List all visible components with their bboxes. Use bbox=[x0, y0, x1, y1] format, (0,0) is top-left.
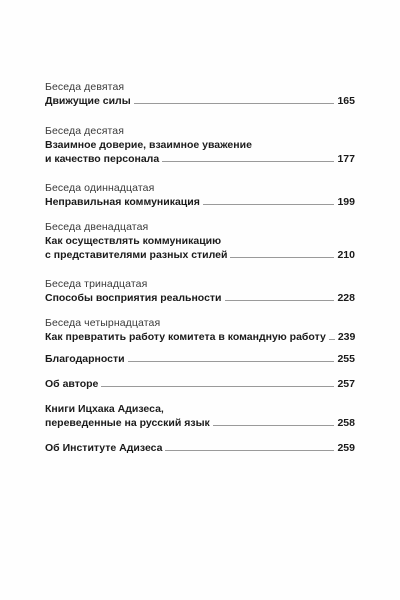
toc-entry-label: Беседа девятая bbox=[45, 81, 125, 93]
toc-entry-title-line bbox=[45, 291, 355, 305]
toc-entry-acknowledgements[interactable] bbox=[45, 352, 355, 366]
dot-leader bbox=[203, 203, 335, 205]
toc-entry-label: Беседа одиннадцатая bbox=[45, 182, 155, 194]
toc-entry-title-line bbox=[45, 330, 355, 344]
dot-leader bbox=[230, 256, 334, 258]
toc-entry-title-line bbox=[45, 152, 355, 166]
toc-entry-title-continued: и качество персонала bbox=[45, 153, 160, 165]
toc-entry-title: Как осуществлять коммуникацию bbox=[45, 235, 222, 247]
toc-entry-title-continued: с представителями разных стилей bbox=[45, 249, 228, 261]
toc-entry-title: Неправильная коммуникация bbox=[45, 196, 200, 208]
dot-leader bbox=[101, 385, 334, 387]
toc-entry-about-author[interactable] bbox=[45, 377, 355, 391]
dot-leader bbox=[165, 449, 334, 451]
toc-page-number: 177 bbox=[337, 153, 355, 165]
toc-page-number: 199 bbox=[337, 196, 355, 208]
toc-entry-title-line bbox=[45, 195, 355, 209]
toc-entry-books-in-russian[interactable] bbox=[45, 402, 355, 430]
toc-page-number: 228 bbox=[337, 292, 355, 304]
toc-entry-label: Беседа десятая bbox=[45, 125, 124, 137]
dot-leader bbox=[128, 360, 335, 362]
toc-page-number: 258 bbox=[337, 417, 355, 429]
toc-entry-label: Беседа четырнадцатая bbox=[45, 317, 161, 329]
toc-entry-ninth[interactable] bbox=[45, 80, 355, 108]
toc-entry-about-institute[interactable] bbox=[45, 441, 355, 455]
toc-entry-label: Беседа тринадцатая bbox=[45, 278, 148, 290]
toc-entry-title-line bbox=[45, 377, 355, 391]
toc-entry-tenth[interactable] bbox=[45, 124, 355, 166]
toc-entry-title: Об Институте Адизеса bbox=[45, 442, 163, 454]
toc-entry-title: Об авторе bbox=[45, 378, 99, 390]
toc-entry-title-line bbox=[45, 248, 355, 262]
toc-page-number: 165 bbox=[337, 95, 355, 107]
dot-leader bbox=[134, 102, 335, 104]
toc-entry-title: Способы восприятия реальности bbox=[45, 292, 222, 304]
toc-entry-title: Движущие силы bbox=[45, 95, 131, 107]
toc-page-number: 259 bbox=[337, 442, 355, 454]
toc-page-number: 210 bbox=[337, 249, 355, 261]
toc-entry-title: Благодарности bbox=[45, 353, 125, 365]
toc-page-number: 239 bbox=[337, 331, 356, 343]
toc-entry-thirteenth[interactable] bbox=[45, 277, 355, 305]
toc-entry-label: Беседа двенадцатая bbox=[45, 221, 149, 233]
toc-entry-eleventh[interactable] bbox=[45, 181, 355, 209]
toc-entry-fourteenth[interactable] bbox=[45, 316, 355, 344]
toc-entry-title-line bbox=[45, 352, 355, 366]
toc-entry-title-line bbox=[45, 441, 355, 455]
dot-leader bbox=[213, 424, 335, 426]
toc-entry-twelfth[interactable] bbox=[45, 220, 355, 262]
toc-entry-title: Как превратить работу комитета в командную работу bbox=[45, 331, 326, 343]
toc-entry-title: Книги Ицхака Адизеса, bbox=[45, 403, 164, 415]
toc-entry-title-continued: переведенные на русский язык bbox=[45, 417, 210, 429]
dot-leader bbox=[225, 299, 335, 301]
dot-leader bbox=[162, 160, 334, 162]
dot-leader bbox=[329, 338, 335, 340]
toc-entry-title-line bbox=[45, 416, 355, 430]
toc-page-number: 257 bbox=[337, 378, 355, 390]
toc-page-number: 255 bbox=[337, 353, 355, 365]
toc-entry-title: Взаимное доверие, взаимное уважение bbox=[45, 139, 252, 151]
toc-entry-title-line bbox=[45, 94, 355, 108]
